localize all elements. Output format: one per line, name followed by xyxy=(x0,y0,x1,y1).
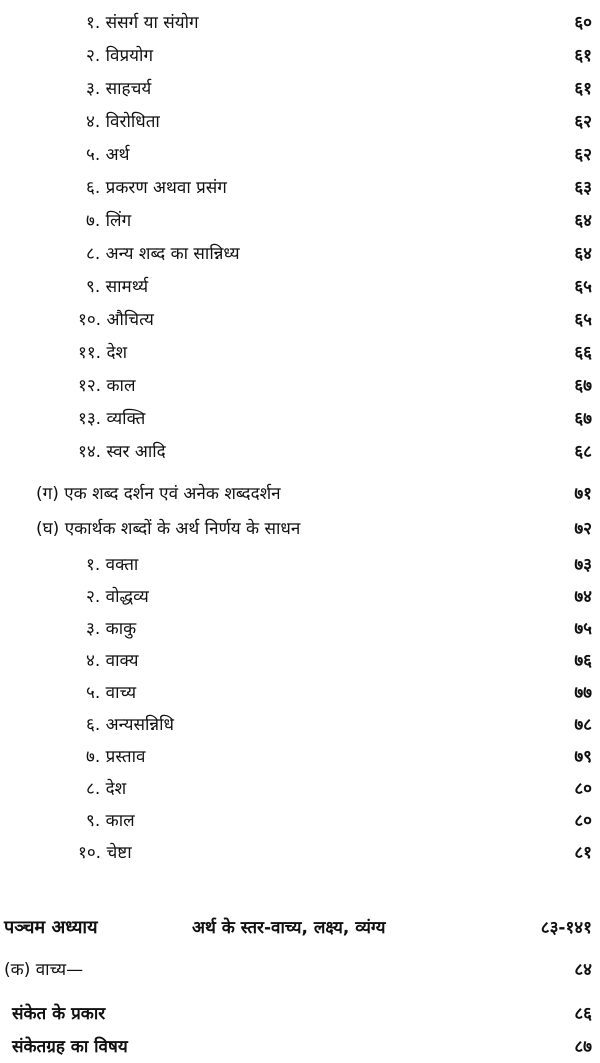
entry-label: (क) वाच्य— xyxy=(4,960,84,980)
entry-label: १०. चेष्टा xyxy=(78,843,132,863)
chapter-heading xyxy=(0,909,600,941)
entry-label: १०. औचित्य xyxy=(78,310,154,330)
entry-label: ६. अन्यसन्निधि xyxy=(86,715,174,735)
toc-section-heading xyxy=(0,475,600,507)
toc-entry xyxy=(0,578,600,610)
toc-entry xyxy=(0,995,600,1027)
entry-page: ६७ xyxy=(574,376,592,396)
toc-entry xyxy=(0,770,600,802)
entry-label: १३. व्यक्ति xyxy=(78,409,146,429)
chapter-title: पञ्चम अध्याय xyxy=(4,917,98,938)
entry-page: ६५ xyxy=(574,310,592,330)
entry-page: ६१ xyxy=(574,79,592,99)
entry-label: ८. अन्य शब्द का सान्निध्य xyxy=(86,244,240,264)
entry-label: ५. वाच्य xyxy=(86,683,137,703)
entry-label: ८. देश xyxy=(86,779,127,799)
toc-entry xyxy=(0,4,600,36)
entry-label: १. संसर्ग या संयोग xyxy=(86,13,199,33)
toc-entry xyxy=(0,642,600,674)
entry-page: ६० xyxy=(574,13,592,33)
toc-entry xyxy=(0,103,600,135)
toc-entry xyxy=(0,802,600,834)
entry-label: ३. काकु xyxy=(86,619,137,639)
entry-page: ७८ xyxy=(574,715,592,735)
entry-page: ७३ xyxy=(574,555,592,575)
entry-label: ११. देश xyxy=(78,343,128,363)
entry-label: २. वोद्धव्य xyxy=(86,587,149,607)
chapter-subtitle: अर्थ के स्तर-वाच्य, लक्ष्य, व्यंग्य xyxy=(192,918,386,938)
toc-entry xyxy=(0,367,600,399)
entry-page: ६४ xyxy=(574,244,592,264)
entry-page: ७४ xyxy=(574,587,592,607)
entry-label: ५. अर्थ xyxy=(86,145,130,165)
toc-entry xyxy=(0,235,600,267)
entry-label: ३. साहचर्य xyxy=(86,79,152,99)
entry-page: ६१ xyxy=(574,46,592,66)
toc-entry xyxy=(0,951,600,983)
entry-label: ७. प्रस्ताव xyxy=(86,747,146,767)
entry-page: ८६ xyxy=(574,1004,592,1024)
entry-label: २. विप्रयोग xyxy=(86,46,154,66)
entry-page: ६२ xyxy=(574,145,592,165)
entry-page: ८० xyxy=(574,779,592,799)
entry-page: ७६ xyxy=(574,651,592,671)
entry-label: ९. सामर्थ्य xyxy=(86,277,149,297)
entry-page: ८७ xyxy=(574,1037,592,1057)
entry-label: १४. स्वर आदि xyxy=(78,442,166,462)
entry-label: १२. काल xyxy=(78,376,136,396)
entry-page: ६७ xyxy=(574,409,592,429)
entry-page: ६३ xyxy=(574,178,592,198)
entry-page: ८० xyxy=(574,811,592,831)
toc-entry xyxy=(0,202,600,234)
toc-entry xyxy=(0,674,600,706)
toc-entry xyxy=(0,706,600,738)
entry-page: ७९ xyxy=(574,747,592,767)
toc-entry xyxy=(0,70,600,102)
entry-page: ८१ xyxy=(574,843,592,863)
entry-label: ९. काल xyxy=(86,811,135,831)
section-label: (ग) एक शब्द दर्शन एवं अनेक शब्ददर्शन xyxy=(36,484,281,504)
toc-entry xyxy=(0,834,600,866)
entry-page: ६८ xyxy=(574,442,592,462)
toc-entry xyxy=(0,37,600,69)
entry-label: १. वक्ता xyxy=(86,555,139,575)
entry-label: ४. विरोधिता xyxy=(86,112,160,132)
toc-entry xyxy=(0,738,600,770)
toc-entry xyxy=(0,400,600,432)
entry-page: ८४ xyxy=(574,960,592,980)
toc-entry xyxy=(0,334,600,366)
toc-entry xyxy=(0,136,600,168)
toc-entry xyxy=(0,610,600,642)
chapter-pages: ८३-१४१ xyxy=(540,918,592,938)
entry-label: ४. वाक्य xyxy=(86,651,139,671)
toc-section-heading xyxy=(0,510,600,542)
toc-entry xyxy=(0,169,600,201)
toc-entry xyxy=(0,1028,600,1060)
entry-label: ७. लिंग xyxy=(86,211,132,231)
entry-page: ६५ xyxy=(574,277,592,297)
toc-entry xyxy=(0,433,600,465)
entry-label: संकेत के प्रकार xyxy=(12,1004,106,1024)
entry-page: ७५ xyxy=(574,619,592,639)
section-page: ७१ xyxy=(574,484,592,504)
entry-page: ६४ xyxy=(574,211,592,231)
entry-page: ६६ xyxy=(574,343,592,363)
toc-entry xyxy=(0,546,600,578)
entry-label: संकेतग्रह का विषय xyxy=(12,1037,128,1057)
section-label: (घ) एकार्थक शब्दों के अर्थ निर्णय के साधन xyxy=(36,519,301,539)
entry-page: ७७ xyxy=(574,683,592,703)
entry-label: ६. प्रकरण अथवा प्रसंग xyxy=(86,178,227,198)
section-page: ७२ xyxy=(574,519,592,539)
entry-page: ६२ xyxy=(574,112,592,132)
toc-entry xyxy=(0,301,600,333)
toc-entry xyxy=(0,268,600,300)
